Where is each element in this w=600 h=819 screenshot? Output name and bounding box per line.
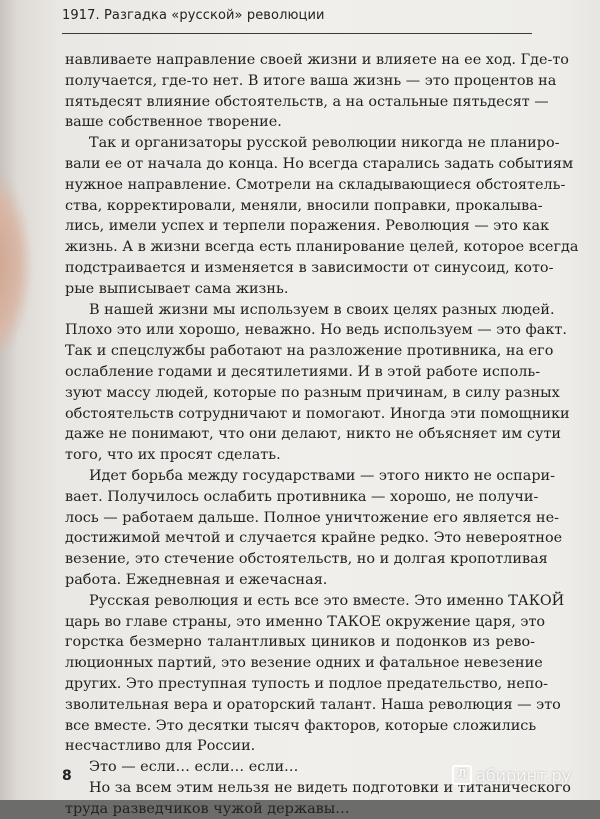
text-line: нужное направление. Смотрели на складывающиеся обстоятель- <box>65 176 566 193</box>
text-line: царь во главе страны, это именно ТАКОЕ окружение царя, это <box>65 613 546 630</box>
text-line: жизнь. А в жизни всегда есть планирование целей, которое всегда <box>65 239 579 256</box>
text-line: Идет борьба между государствами — этого никто не оспари- <box>89 467 555 484</box>
text-line: труда разведчиков чужой державы… <box>65 800 350 817</box>
running-header: 1917. Разгадка «русской» революции <box>62 8 325 23</box>
text-line: В нашей жизни мы используем в своих целях разных людей. <box>89 301 555 318</box>
text-line: везение, это стечение обстоятельств, но и долгая кропотливая <box>65 551 548 568</box>
text-line: ства, корректировали, меняли, вносили поправки, прокалыва- <box>65 197 543 214</box>
watermark-text: абиринт.ру <box>476 765 572 785</box>
text-line: зуют массу людей, которые по разным причинам, в силу разных <box>65 384 560 401</box>
text-line: того, что их просят сделать. <box>65 447 281 464</box>
text-line: других. Это преступная тупость и подлое предательство, непо- <box>65 675 549 692</box>
text-line: даже не понимают, что они делают, никто не объясняет им сути <box>65 426 562 443</box>
text-line: ослабление годами и десятилетиями. И в этой работе исполь- <box>65 363 541 380</box>
watermark <box>452 765 571 785</box>
text-line: рые выписывает сама жизнь. <box>65 280 289 297</box>
text-line: Так и спецслужбы работают на разложение противника, на его <box>65 343 554 360</box>
header-rule <box>62 33 532 34</box>
text-line: Плохо это или хорошо, неважно. Но ведь используем — это факт. <box>65 322 567 339</box>
text-line: получается, где-то нет. В итоге ваша жизнь — это процентов на <box>65 72 557 89</box>
text-line: Русская революция и есть все это вместе. Это именно ТАКОЙ <box>89 592 565 609</box>
text-line: Так и организаторы русской революции никогда не планиро- <box>89 135 560 152</box>
text-line: люционных партий, это везение одних и фатальное невезение <box>65 655 543 672</box>
text-line: навливаете направление своей жизни и влияете на ее ход. Где-то <box>65 52 569 68</box>
labirint-logo-icon: Л <box>452 765 472 785</box>
text-line: Но за всем этим нельзя не видеть подготовки и титанического <box>89 779 571 796</box>
text-line: работа. Ежедневная и ежечасная. <box>65 571 328 588</box>
text-line: несчастливо для России. <box>65 738 256 755</box>
text-line: вали ее от начала до конца. Но всегда старались задать событиям <box>65 155 574 172</box>
text-line: ваше собственное творение. <box>65 114 282 131</box>
thumb-finger <box>0 170 30 360</box>
text-line: вает. Получилось ослабить противника — хорошо, не получи- <box>65 488 539 505</box>
text-line: достижимой мечтой и случается крайне редко. Это невероятное <box>65 530 563 547</box>
text-line: подстраивается и изменяется в зависимости от синусоид, кото- <box>65 259 554 276</box>
text-line: лись, имели успех и терпели поражения. Революция — это как <box>65 218 550 235</box>
body-text <box>65 50 579 819</box>
page-number: 8 <box>62 768 72 784</box>
text-line: горстка безмерно талантливых циников и подонков из рево- <box>65 634 535 651</box>
text-line: обстоятельств сотрудничают и помогают. Иногда эти помощники <box>65 405 570 422</box>
text-line: зволительная вера и ораторский талант. Наша революция — это <box>65 696 561 713</box>
text-line: пятьдесят влияние обстоятельств, а на остальные пятьдесят — <box>65 93 549 110</box>
text-line: Это — если… если… если… <box>89 759 299 776</box>
text-line: лось — работаем дальше. Полное уничтожение его является не- <box>65 509 560 526</box>
text-line: все вместе. Это десятки тысяч факторов, которые сложились <box>65 717 537 734</box>
